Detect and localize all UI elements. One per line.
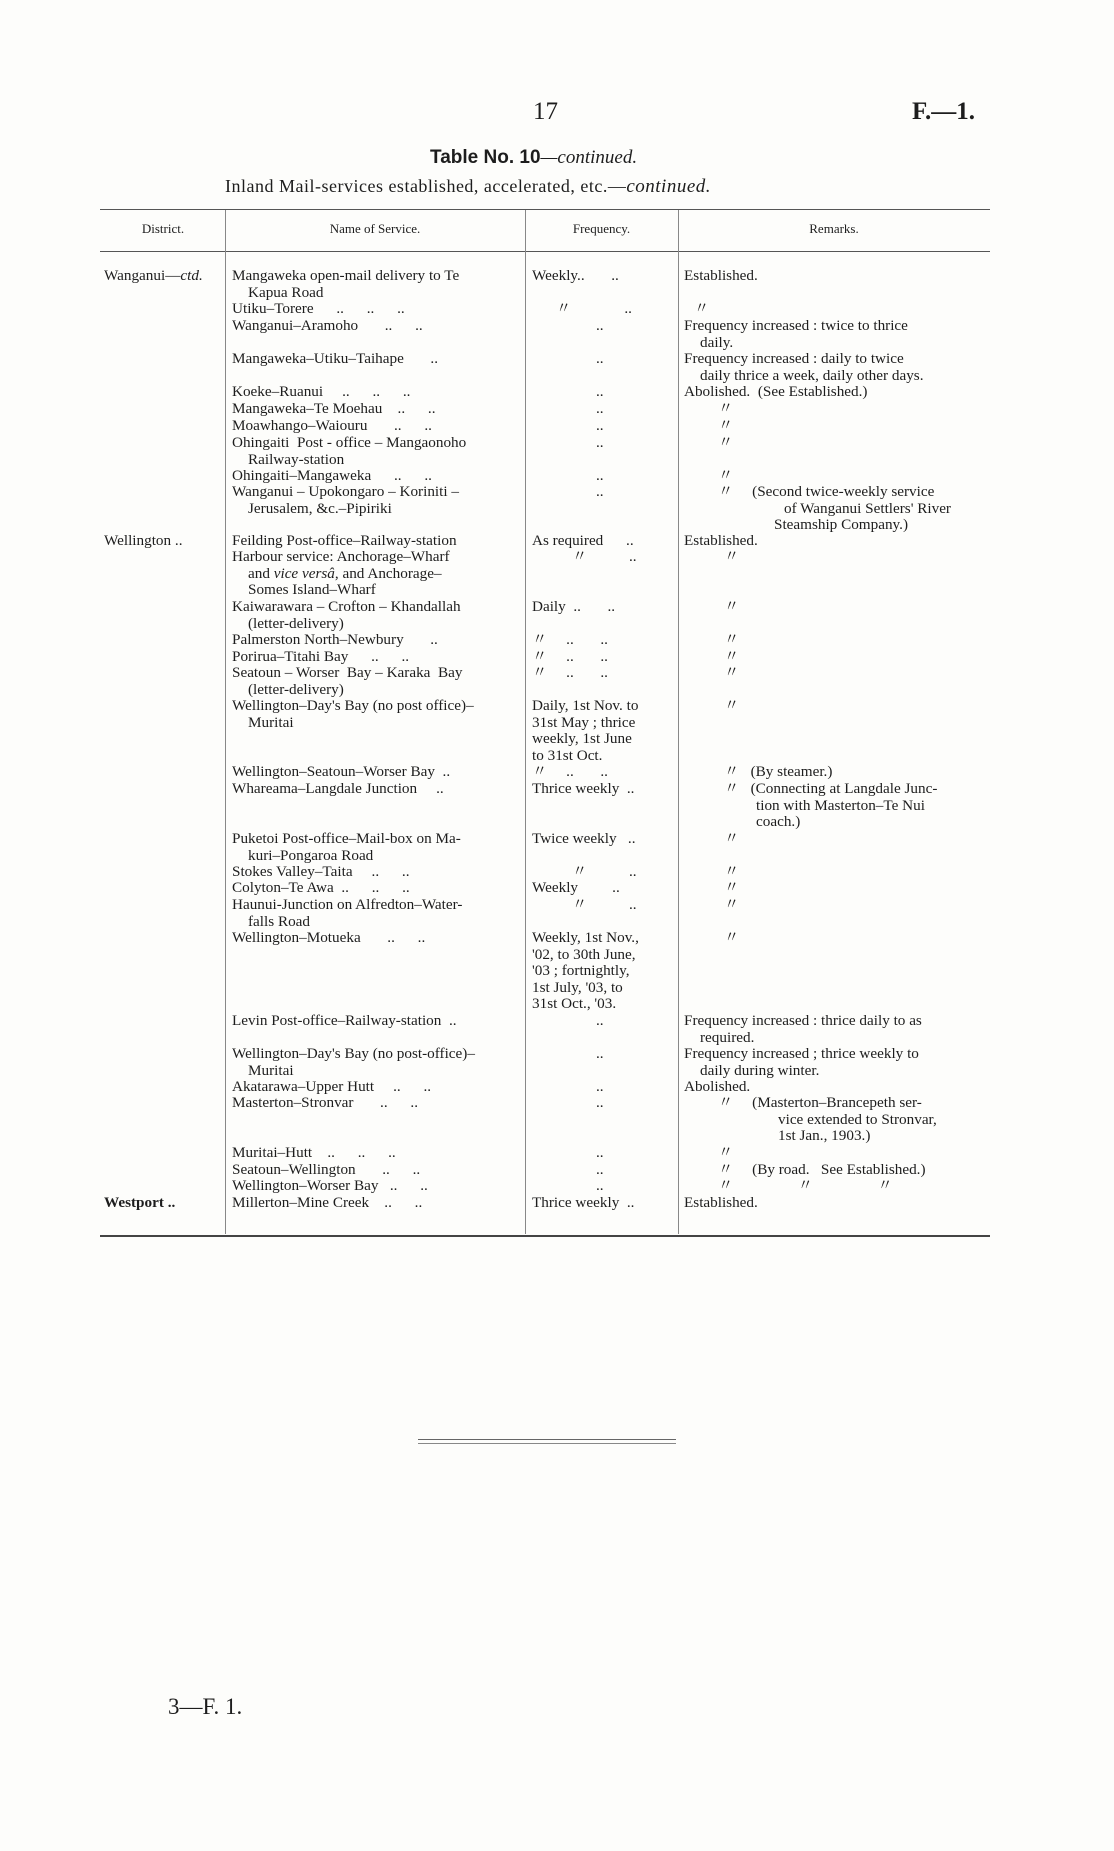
service-w2 bbox=[232, 549, 522, 599]
service-w10-line2: kuri–Pongaroa Road bbox=[248, 846, 374, 864]
remark-w6: 〃 bbox=[724, 664, 740, 681]
remark-w9-line2: tion with Masterton–Te Nui bbox=[756, 796, 925, 814]
remark-w16-line1: Frequency increased ; thrice weekly to bbox=[684, 1045, 919, 1062]
district-wellington: Wellington .. bbox=[104, 532, 183, 549]
remark-r5: Abolished. (See Established.) bbox=[684, 383, 868, 400]
remark-w15-line1: Frequency increased : thrice daily to as bbox=[684, 1012, 922, 1029]
header-district: District. bbox=[141, 221, 185, 236]
service-w6-line2: (letter-delivery) bbox=[248, 680, 344, 698]
header-top-rule bbox=[100, 209, 990, 210]
remark-w9-line3: coach.) bbox=[756, 813, 801, 830]
freq-w11: 〃 .. bbox=[572, 863, 637, 880]
freq-w9: Thrice weekly .. bbox=[532, 780, 635, 797]
district-wanganui: Wanganui—ctd. bbox=[104, 267, 203, 284]
freq-w14-line2: '02, to 30th June, bbox=[532, 945, 636, 963]
service-r9: Ohingaiti–Mangaweka .. .. bbox=[232, 467, 432, 484]
service-r2: Utiku–Torere .. .. .. bbox=[232, 300, 405, 317]
freq-w14 bbox=[532, 930, 672, 1013]
freq-r10: .. bbox=[596, 483, 604, 500]
remark-w9 bbox=[724, 781, 994, 831]
freq-w10: Twice weekly .. bbox=[532, 830, 636, 847]
service-r5: Koeke–Ruanui .. .. .. bbox=[232, 383, 411, 400]
signature-footer: 3—F. 1. bbox=[168, 1694, 243, 1719]
service-r1-line2: Kapua Road bbox=[248, 283, 324, 301]
service-r1 bbox=[232, 268, 522, 301]
freq-r5: .. bbox=[596, 383, 604, 400]
service-r10 bbox=[232, 484, 522, 517]
freq-w15: .. bbox=[596, 1012, 604, 1029]
remark-w11: 〃 bbox=[724, 863, 740, 880]
freq-w20: .. bbox=[596, 1161, 604, 1178]
remark-w9-line1: 〃 (Connecting at Langdale Junc- bbox=[724, 780, 938, 797]
service-w3-line2: (letter-delivery) bbox=[248, 614, 344, 632]
service-w21: Wellington–Worser Bay .. .. bbox=[232, 1177, 428, 1194]
service-r10-line2: Jerusalem, &c.–Pipiriki bbox=[248, 499, 392, 517]
table-bottom-rule bbox=[100, 1235, 990, 1237]
service-w6-line1: Seatoun – Worser Bay – Karaka Bay bbox=[232, 664, 463, 681]
remark-w8: 〃 (By steamer.) bbox=[724, 763, 833, 780]
freq-w14-line4: 1st July, '03, to bbox=[532, 978, 623, 996]
remark-w10: 〃 bbox=[724, 830, 740, 847]
freq-w19: .. bbox=[596, 1144, 604, 1161]
service-x1: Millerton–Mine Creek .. .. bbox=[232, 1194, 423, 1211]
service-w9: Whareama–Langdale Junction .. bbox=[232, 780, 444, 797]
remark-r1: Established. bbox=[684, 267, 758, 284]
district-westport bbox=[104, 1195, 175, 1212]
service-w2-line1: Harbour service: Anchorage–Wharf bbox=[232, 548, 450, 565]
column-divider-1 bbox=[225, 210, 226, 1234]
remark-w18-line2: vice extended to Stronvar, bbox=[778, 1110, 937, 1128]
table-title bbox=[430, 147, 637, 169]
service-w7-line2: Muritai bbox=[248, 713, 294, 731]
service-r3: Wanganui–Aramoho .. .. bbox=[232, 317, 423, 334]
remark-w16 bbox=[684, 1046, 994, 1079]
service-r7: Moawhango–Waiouru .. .. bbox=[232, 417, 432, 434]
remark-w3: 〃 bbox=[724, 598, 740, 615]
remark-r3-line2: daily. bbox=[700, 333, 734, 351]
freq-w7-line3: weekly, 1st June bbox=[532, 730, 632, 747]
freq-w7-line1: Daily, 1st Nov. to bbox=[532, 697, 639, 714]
service-r1-line1: Mangaweka open-mail delivery to Te bbox=[232, 267, 460, 284]
service-w5: Porirua–Titahi Bay .. .. bbox=[232, 648, 410, 665]
remark-r3-line1: Frequency increased : twice to thrice bbox=[684, 317, 908, 334]
remark-r8: 〃 bbox=[718, 434, 734, 451]
service-w13-line1: Haunui-Junction on Alfredton–Water- bbox=[232, 896, 463, 913]
freq-w16: .. bbox=[596, 1045, 604, 1062]
freq-r8: .. bbox=[596, 434, 604, 451]
service-w13 bbox=[232, 897, 522, 930]
freq-w12: Weekly .. bbox=[532, 879, 620, 896]
service-r8-line1: Ohingaiti Post - office – Mangaonoho bbox=[232, 434, 467, 451]
remark-w18 bbox=[718, 1095, 998, 1145]
page-reference: F.—1. bbox=[912, 98, 975, 125]
remark-w5: 〃 bbox=[724, 648, 740, 665]
freq-w14-line3: '03 ; fortnightly, bbox=[532, 962, 630, 979]
remark-r10-line1: 〃 (Second twice-weekly service bbox=[718, 483, 935, 500]
freq-r9: .. bbox=[596, 467, 604, 484]
remark-w15 bbox=[684, 1013, 994, 1046]
service-r8 bbox=[232, 435, 522, 468]
remark-w14: 〃 bbox=[724, 929, 740, 946]
service-w16-line2: Muritai bbox=[248, 1061, 294, 1079]
freq-w7-line4: to 31st Oct. bbox=[532, 746, 603, 764]
remark-w12: 〃 bbox=[724, 879, 740, 896]
freq-r4: .. bbox=[596, 350, 604, 367]
remark-r4-line1: Frequency increased : daily to twice bbox=[684, 350, 904, 367]
service-w13-line2: falls Road bbox=[248, 912, 311, 930]
header-bottom-rule bbox=[100, 251, 990, 252]
service-w19: Muritai–Hutt .. .. .. bbox=[232, 1144, 396, 1161]
freq-w17: .. bbox=[596, 1078, 604, 1095]
freq-x1: Thrice weekly .. bbox=[532, 1194, 635, 1211]
freq-w3: Daily .. .. bbox=[532, 598, 616, 615]
remark-r4 bbox=[684, 351, 994, 384]
header-service: Name of Service. bbox=[329, 221, 421, 236]
service-w16 bbox=[232, 1046, 522, 1079]
freq-r3: .. bbox=[596, 317, 604, 334]
remark-r4-line2: daily thrice a week, daily other days. bbox=[700, 366, 924, 384]
header-remarks: Remarks. bbox=[809, 221, 859, 236]
remark-r2: 〃 bbox=[694, 300, 710, 317]
service-w15: Levin Post-office–Railway-station .. bbox=[232, 1012, 457, 1029]
remark-w21: 〃 〃 〃 bbox=[718, 1177, 893, 1194]
table-title-suffix: —continued. bbox=[540, 147, 638, 168]
remark-r7: 〃 bbox=[718, 417, 734, 434]
service-w8: Wellington–Seatoun–Worser Bay .. bbox=[232, 763, 451, 780]
remark-w1: Established. bbox=[684, 532, 758, 549]
freq-w2: 〃 .. bbox=[572, 548, 637, 565]
service-r8-line2: Railway-station bbox=[248, 450, 345, 468]
remark-w7: 〃 bbox=[724, 697, 740, 714]
service-w4: Palmerston North–Newbury .. bbox=[232, 631, 438, 648]
service-r6: Mangaweka–Te Moehau .. .. bbox=[232, 400, 436, 417]
column-divider-3 bbox=[678, 210, 679, 1234]
subtitle-main: Inland Mail-services established, accelerated, etc.— bbox=[225, 176, 627, 196]
service-w2-line2: and vice versâ, and Anchorage– bbox=[248, 564, 442, 582]
remark-r10 bbox=[718, 484, 998, 534]
remark-w2: 〃 bbox=[724, 548, 740, 565]
freq-w7 bbox=[532, 698, 672, 764]
freq-w21: .. bbox=[596, 1177, 604, 1194]
service-w16-line1: Wellington–Day's Bay (no post-office)– bbox=[232, 1045, 475, 1062]
service-w10-line1: Puketoi Post-office–Mail-box on Ma- bbox=[232, 830, 461, 847]
freq-r1: Weekly.. .. bbox=[532, 267, 619, 284]
remark-w15-line2: required. bbox=[700, 1028, 755, 1046]
freq-r7: .. bbox=[596, 417, 604, 434]
freq-r2: 〃 .. bbox=[556, 300, 632, 317]
service-w2-line3: Somes Island–Wharf bbox=[248, 581, 376, 598]
remark-r10-line3: Steamship Company.) bbox=[774, 516, 909, 533]
remark-r10-line2: of Wanganui Settlers' River bbox=[784, 499, 951, 517]
service-w3-line1: Kaiwarawara – Crofton – Khandallah bbox=[232, 598, 461, 615]
remark-x1: Established. bbox=[684, 1194, 758, 1211]
service-w20: Seatoun–Wellington .. .. bbox=[232, 1161, 421, 1178]
freq-w18: .. bbox=[596, 1094, 604, 1111]
remark-r6: 〃 bbox=[718, 400, 734, 417]
page-number: 17 bbox=[533, 98, 558, 125]
service-w10 bbox=[232, 831, 522, 864]
remark-r9: 〃 bbox=[718, 467, 734, 484]
section-end-rule-2 bbox=[418, 1443, 676, 1444]
freq-w4: 〃 .. .. bbox=[532, 631, 608, 648]
freq-w13: 〃 .. bbox=[572, 896, 637, 913]
service-w3 bbox=[232, 599, 522, 632]
service-w7-line1: Wellington–Day's Bay (no post office)– bbox=[232, 697, 474, 714]
freq-r6: .. bbox=[596, 400, 604, 417]
service-w17: Akatarawa–Upper Hutt .. .. bbox=[232, 1078, 432, 1095]
table-subtitle bbox=[225, 176, 711, 198]
service-w6 bbox=[232, 665, 522, 698]
service-w11: Stokes Valley–Taita .. .. bbox=[232, 863, 410, 880]
district-westport-label: Westport .. bbox=[104, 1194, 176, 1211]
remark-w13: 〃 bbox=[724, 896, 740, 913]
freq-w14-line5: 31st Oct., '03. bbox=[532, 995, 617, 1012]
freq-w6: 〃 .. .. bbox=[532, 664, 608, 681]
section-end-rule bbox=[418, 1439, 676, 1440]
freq-w8: 〃 .. .. bbox=[532, 763, 608, 780]
service-w18: Masterton–Stronvar .. .. bbox=[232, 1094, 419, 1111]
freq-w14-line1: Weekly, 1st Nov., bbox=[532, 929, 639, 946]
service-r10-line1: Wanganui – Upokongaro – Koriniti – bbox=[232, 483, 459, 500]
remark-w18-line3: 1st Jan., 1903.) bbox=[778, 1127, 871, 1144]
remark-w4: 〃 bbox=[724, 631, 740, 648]
freq-w1: As required .. bbox=[532, 532, 634, 549]
service-w12: Colyton–Te Awa .. .. .. bbox=[232, 879, 410, 896]
service-w14: Wellington–Motueka .. .. bbox=[232, 929, 426, 946]
freq-w5: 〃 .. .. bbox=[532, 648, 608, 665]
column-divider-2 bbox=[525, 210, 526, 1234]
remark-w17: Abolished. bbox=[684, 1078, 751, 1095]
remark-w18-line1: 〃 (Masterton–Brancepeth ser- bbox=[718, 1094, 922, 1111]
remark-w16-line2: daily during winter. bbox=[700, 1061, 820, 1079]
header-frequency: Frequency. bbox=[572, 221, 631, 236]
subtitle-suffix: continued. bbox=[626, 176, 712, 197]
remark-w19: 〃 bbox=[718, 1144, 734, 1161]
table-title-main: Table No. 10 bbox=[430, 147, 541, 168]
service-w7 bbox=[232, 698, 522, 731]
service-w1: Feilding Post-office–Railway-station bbox=[232, 532, 457, 549]
freq-w7-line2: 31st May ; thrice bbox=[532, 713, 636, 731]
remark-w20: 〃 (By road. See Established.) bbox=[718, 1161, 926, 1178]
remark-r3 bbox=[684, 318, 994, 351]
service-r4: Mangaweka–Utiku–Taihape .. bbox=[232, 350, 439, 367]
